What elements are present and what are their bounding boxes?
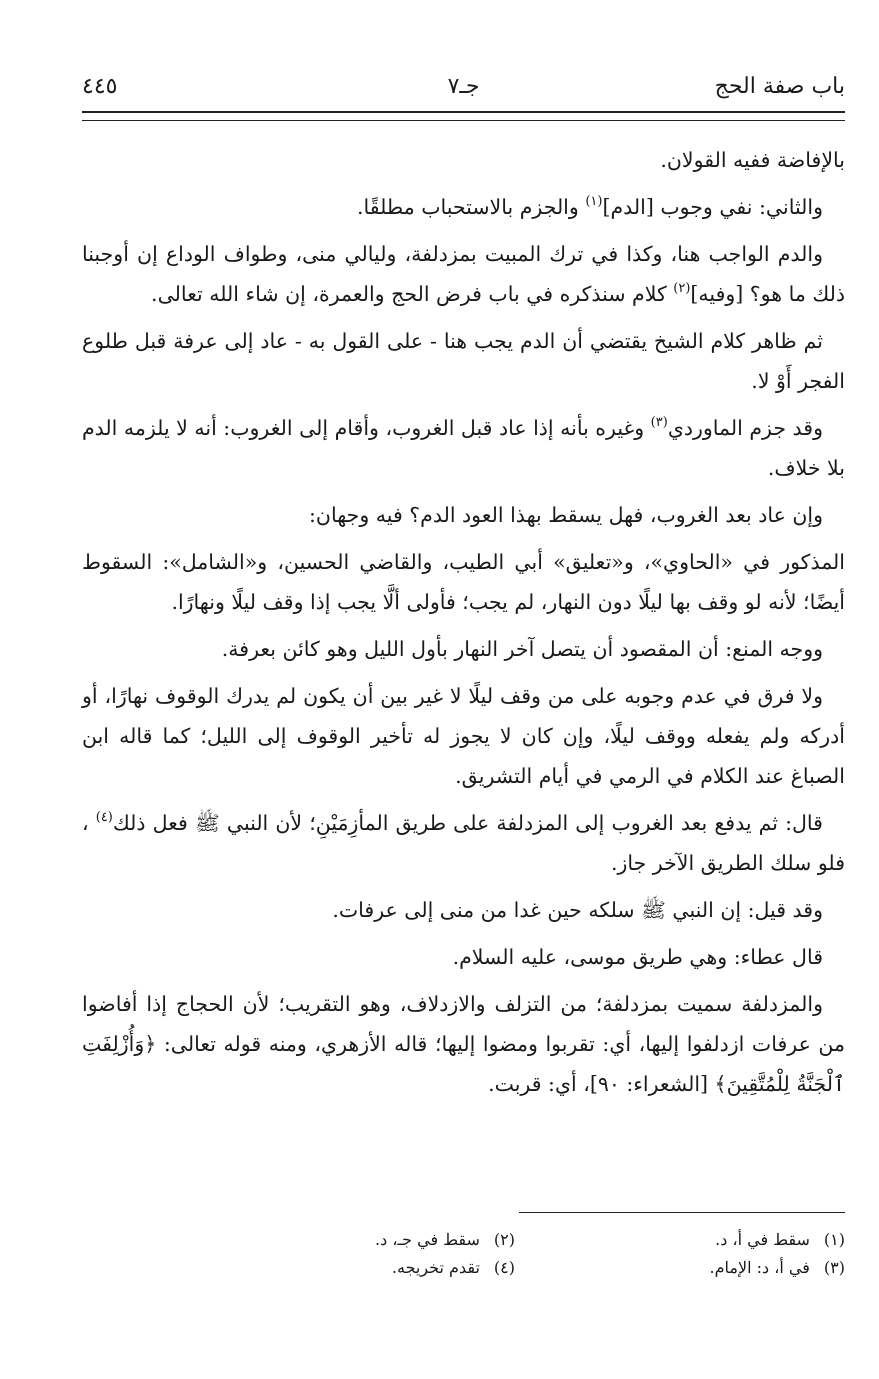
paragraph-text: قال عطاء: وهي طريق موسى، عليه السلام. — [452, 945, 823, 969]
paragraph — [82, 937, 845, 977]
footnote-item — [185, 1226, 515, 1254]
paragraph — [82, 234, 845, 314]
paragraph — [82, 984, 845, 1104]
paragraph — [82, 803, 845, 883]
footnote-text: سقط في أ، د. — [715, 1230, 810, 1249]
footnote-reference: (١) — [585, 194, 603, 209]
paragraph — [82, 140, 845, 180]
paragraph-text: ثم ظاهر كلام الشيخ يقتضي أن الدم يجب هنا - على القول به - عاد إلى عرفة قبل طلوع الفجر أَوْ لا. — [82, 329, 845, 393]
footnote-separator — [519, 1212, 845, 1213]
paragraph-text: والدم الواجب هنا، وكذا في ترك المبيت بمزدلفة، وليالي منى، وطواف الوداع إن أوجبنا ذلك ما هو؟ [وفيه] — [82, 242, 845, 306]
chapter-title: باب صفة الحج — [714, 74, 845, 99]
paragraph-text: وقد جزم الماوردي — [667, 416, 823, 440]
paragraph — [82, 676, 845, 796]
paragraph — [82, 629, 845, 669]
footnote-item — [185, 1254, 515, 1282]
book-page — [82, 0, 845, 1379]
main-text — [82, 140, 845, 1111]
footnote-reference: (٣) — [650, 415, 668, 430]
paragraph-text: بالإفاضة ففيه القولان. — [660, 148, 845, 172]
paragraph-text: وإن عاد بعد الغروب، فهل يسقط بهذا العود الدم؟ فيه وجهان: — [309, 503, 823, 527]
footnotes — [82, 1226, 845, 1282]
paragraph — [82, 187, 845, 227]
footnote-reference: (٤) — [95, 810, 113, 825]
paragraph — [82, 408, 845, 488]
paragraph-text: وغيره بأنه إذا عاد قبل الغروب، وأقام إلى الغروب: أنه لا يلزمه الدم بلا خلاف. — [81, 416, 845, 480]
footnote-reference: (٢) — [673, 281, 691, 296]
page-number: ٤٤٥ — [82, 74, 118, 99]
footnote-text: في أ، د: الإمام. — [709, 1258, 810, 1277]
footnote-number: (٣) — [823, 1258, 845, 1277]
footnote-number: (٤) — [493, 1258, 515, 1277]
running-header — [82, 70, 845, 104]
footnote-number: (١) — [823, 1230, 845, 1249]
paragraph-text: وقد قيل: إن النبي ﷺ سلكه حين غدا من منى إلى عرفات. — [332, 898, 823, 922]
footnote-number: (٢) — [493, 1230, 515, 1249]
footnote-item — [515, 1254, 845, 1282]
paragraph — [82, 321, 845, 401]
paragraph-text: كلام سنذكره في باب فرض الحج والعمرة، إن شاء الله تعالى. — [151, 282, 674, 306]
paragraph-text: والثاني: نفي وجوب [الدم] — [602, 195, 823, 219]
footnote-text: سقط في جـ، د. — [375, 1230, 480, 1249]
paragraph-text: والمزدلفة سميت بمزدلفة؛ من التزلف والازدلاف، وهو التقريب؛ لأن الحجاج إذا أفاضوا من عرفات ازدلفوا إليها، أي: تقربوا ومضوا إليها؛ قاله الأزهري، ومنه قوله تعالى: ﴿وَأُزْلِفَتِ ٱلْجَنَّةُ لِلْمُتَّقِينَ﴾ [الشعراء: ٩٠]، أي: قربت. — [82, 992, 845, 1096]
footnote-row — [82, 1254, 845, 1282]
header-double-rule — [82, 111, 845, 121]
volume-label: جـ٧ — [447, 74, 480, 99]
paragraph-text: ولا فرق في عدم وجوبه على من وقف ليلًا لا غير بين أن يكون لم يدرك الوقوف نهارًا، أو أدركه ولم يفعله ووقف ليلًا، وإن كان لا يجوز له تأخير الوقوف إلى الليل؛ كما قاله ابن الصباغ عند الكلام في الرمي في أيام التشريق. — [82, 684, 845, 788]
footnote-item — [515, 1226, 845, 1254]
footnote-row — [82, 1226, 845, 1254]
paragraph-text: ، فلو سلك الطريق الآخر جاز. — [82, 811, 845, 875]
paragraph — [82, 495, 845, 535]
paragraph-text: والجزم بالاستحباب مطلقًا. — [356, 195, 586, 219]
paragraph-text: ووجه المنع: أن المقصود أن يتصل آخر النهار بأول الليل وهو كائن بعرفة. — [221, 637, 823, 661]
paragraph-text: المذكور في «الحاوي»، و«تعليق» أبي الطيب، والقاضي الحسين، و«الشامل»: السقوط أيضًا؛ لأنه لو وقف بها ليلًا دون النهار، لم يجب؛ فأولى ألَّا يجب إذا وقف ليلًا ونهارًا. — [82, 550, 845, 614]
paragraph-text: قال: ثم يدفع بعد الغروب إلى المزدلفة على طريق المأزِمَيْنِ؛ لأن النبي ﷺ فعل ذلك — [112, 811, 823, 835]
footnote-text: تقدم تخريجه. — [391, 1258, 480, 1277]
paragraph — [82, 542, 845, 622]
paragraph — [82, 890, 845, 930]
